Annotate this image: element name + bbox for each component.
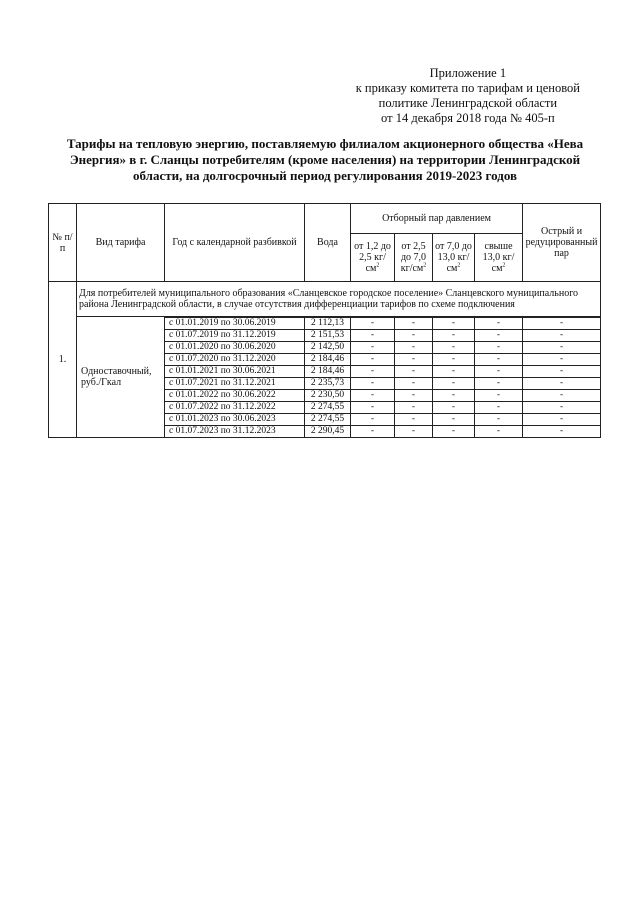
title-line-2: Энергия» в г. Сланцы потребителям (кроме населения) на территории Ленинградской xyxy=(69,152,581,167)
water-value-cell: 2 290,45 xyxy=(305,426,351,438)
title-line-1: Тарифы на тепловую энергию, поставляемую филиалом акционерного общества «Нева xyxy=(66,136,584,151)
empty-value-cell: - xyxy=(475,330,523,342)
appendix-line-2: к приказу комитета по тарифам и ценовой xyxy=(355,81,580,95)
header-water: Вода xyxy=(305,204,351,282)
header-tariff-type: Вид тарифа xyxy=(77,204,165,282)
period-cell: с 01.01.2022 по 30.06.2022 xyxy=(165,390,305,402)
period-cell: с 01.01.2019 по 30.06.2019 xyxy=(165,318,305,330)
header-pressure-3-unit: кг/см xyxy=(446,252,470,274)
appendix-line-4: от 14 декабря 2018 года № 405-п xyxy=(381,111,555,125)
period-cell: с 01.07.2023 по 31.12.2023 xyxy=(165,426,305,438)
empty-value-cell: - xyxy=(351,354,395,366)
header-pressure-3-range: от 7,0 до 13,0 xyxy=(435,241,472,263)
empty-value-cell: - xyxy=(433,426,475,438)
empty-value-cell: - xyxy=(475,390,523,402)
water-value-cell: 2 151,53 xyxy=(305,330,351,342)
header-steam-group: Отборный пар давлением xyxy=(351,204,523,234)
water-value-cell: 2 112,13 xyxy=(305,318,351,330)
empty-value-cell: - xyxy=(351,390,395,402)
empty-value-cell: - xyxy=(523,390,601,402)
header-period: Год с календарной разбивкой xyxy=(165,204,305,282)
appendix-line-3: политике Ленинградской области xyxy=(378,96,558,110)
consumer-note: Для потребителей муниципального образования «Сланцевское городское поселение» Сланцевского муниципального района Ленинградской области, в случае отсутствия дифференциации тарифов по схеме подключения xyxy=(77,282,601,317)
empty-value-cell: - xyxy=(395,342,433,354)
header-pressure-2-unit: кг/см xyxy=(400,263,424,274)
period-cell: с 01.07.2020 по 31.12.2020 xyxy=(165,354,305,366)
empty-value-cell: - xyxy=(395,402,433,414)
empty-value-cell: - xyxy=(475,354,523,366)
empty-value-cell: - xyxy=(523,330,601,342)
tariff-table xyxy=(48,203,601,438)
empty-value-cell: - xyxy=(351,378,395,390)
header-pressure-1 xyxy=(351,234,395,282)
empty-value-cell: - xyxy=(351,426,395,438)
empty-value-cell: - xyxy=(523,354,601,366)
empty-value-cell: - xyxy=(351,342,395,354)
empty-value-cell: - xyxy=(475,318,523,330)
unit-superscript: 2 xyxy=(423,262,427,269)
header-pressure-3 xyxy=(433,234,475,282)
empty-value-cell: - xyxy=(351,414,395,426)
empty-value-cell: - xyxy=(523,414,601,426)
water-value-cell: 2 184,46 xyxy=(305,366,351,378)
empty-value-cell: - xyxy=(395,330,433,342)
appendix-line-1: Приложение 1 xyxy=(429,66,507,80)
tariff-type-cell: Одноставочный, руб./Гкал xyxy=(77,317,165,438)
period-cell: с 01.01.2023 по 30.06.2023 xyxy=(165,414,305,426)
appendix-block xyxy=(356,66,580,126)
header-pressure-1-unit: кг/см xyxy=(365,252,386,274)
period-cell: с 01.01.2021 по 30.06.2021 xyxy=(165,366,305,378)
empty-value-cell: - xyxy=(351,330,395,342)
water-value-cell: 2 274,55 xyxy=(305,414,351,426)
document-title xyxy=(55,136,595,184)
empty-value-cell: - xyxy=(433,342,475,354)
empty-value-cell: - xyxy=(523,426,601,438)
header-pressure-1-range: от 1,2 до 2,5 xyxy=(354,241,391,263)
period-cell: с 01.07.2021 по 31.12.2021 xyxy=(165,378,305,390)
empty-value-cell: - xyxy=(351,402,395,414)
title-line-3: области, на долгосрочный период регулирования 2019-2023 годов xyxy=(132,168,518,183)
water-value-cell: 2 184,46 xyxy=(305,354,351,366)
unit-superscript: 2 xyxy=(376,262,380,269)
header-pressure-2 xyxy=(395,234,433,282)
header-sharp-steam: Острый и редуцированный пар xyxy=(523,204,601,282)
empty-value-cell: - xyxy=(395,426,433,438)
water-value-cell: 2 274,55 xyxy=(305,402,351,414)
water-value-cell: 2 230,50 xyxy=(305,390,351,402)
empty-value-cell: - xyxy=(351,366,395,378)
header-num: № п/п xyxy=(49,204,77,282)
header-pressure-4 xyxy=(475,234,523,282)
empty-value-cell: - xyxy=(523,342,601,354)
empty-value-cell: - xyxy=(395,318,433,330)
empty-value-cell: - xyxy=(523,402,601,414)
header-pressure-4-range: свыше 13,0 xyxy=(482,241,513,263)
period-cell: с 01.01.2020 по 30.06.2020 xyxy=(165,342,305,354)
empty-value-cell: - xyxy=(433,354,475,366)
water-value-cell: 2 235,73 xyxy=(305,378,351,390)
empty-value-cell: - xyxy=(475,366,523,378)
empty-value-cell: - xyxy=(395,354,433,366)
unit-superscript: 2 xyxy=(502,262,506,269)
header-pressure-4-unit: кг/см xyxy=(491,252,515,274)
empty-value-cell: - xyxy=(475,342,523,354)
empty-value-cell: - xyxy=(523,318,601,330)
water-value-cell: 2 142,50 xyxy=(305,342,351,354)
unit-superscript: 2 xyxy=(457,262,461,269)
empty-value-cell: - xyxy=(475,402,523,414)
header-pressure-2-range: от 2,5 до 7,0 xyxy=(400,241,427,263)
empty-value-cell: - xyxy=(433,402,475,414)
empty-value-cell: - xyxy=(523,378,601,390)
empty-value-cell: - xyxy=(351,318,395,330)
empty-value-cell: - xyxy=(433,390,475,402)
empty-value-cell: - xyxy=(475,414,523,426)
period-cell: с 01.07.2019 по 31.12.2019 xyxy=(165,330,305,342)
empty-value-cell: - xyxy=(395,366,433,378)
empty-value-cell: - xyxy=(433,318,475,330)
empty-value-cell: - xyxy=(395,390,433,402)
empty-value-cell: - xyxy=(523,366,601,378)
empty-value-cell: - xyxy=(433,366,475,378)
period-cell: с 01.07.2022 по 31.12.2022 xyxy=(165,402,305,414)
empty-value-cell: - xyxy=(433,378,475,390)
empty-value-cell: - xyxy=(475,378,523,390)
empty-value-cell: - xyxy=(433,414,475,426)
empty-value-cell: - xyxy=(395,414,433,426)
row-number: 1. xyxy=(49,282,77,438)
empty-value-cell: - xyxy=(395,378,433,390)
empty-value-cell: - xyxy=(433,330,475,342)
empty-value-cell: - xyxy=(475,426,523,438)
